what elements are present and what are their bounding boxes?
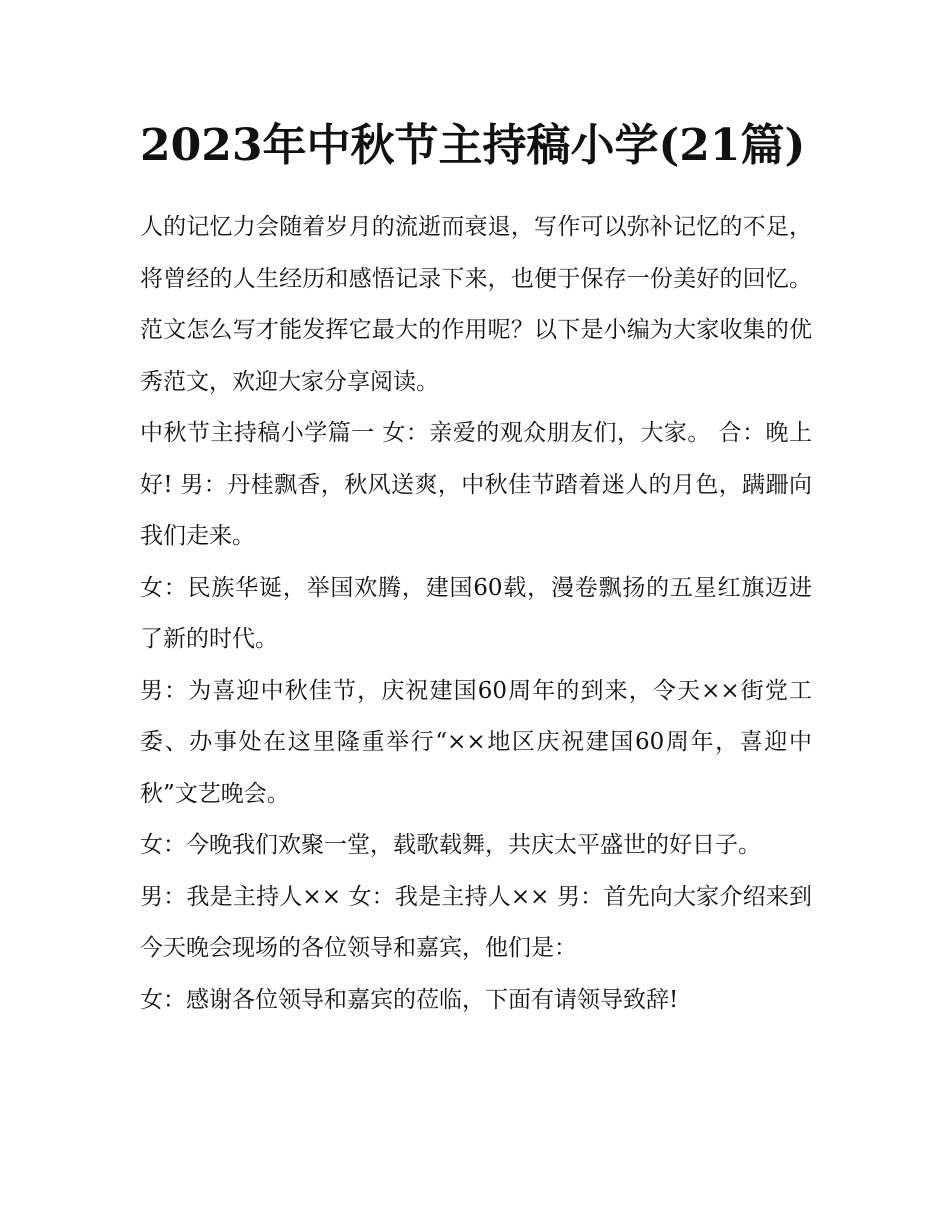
paragraph-female-3: 女：感谢各位领导和嘉宾的莅临，下面有请领导致辞! [140,986,679,1013]
document-content [140,112,812,1026]
paragraph-female-1: 女：民族华诞，举国欢腾，建国60载，漫卷飘扬的五星红旗迈进了新的时代。 [140,574,812,652]
paragraph-male-1: 男：为喜迎中秋佳节，庆祝建国60周年的到来，令天××街党工委、办事处在这里隆重举行“××地区庆祝建国60周年，喜迎中秋”文艺晚会。 [140,677,812,807]
document-body [140,202,812,1026]
paragraph-intro: 人的记忆力会随着岁月的流逝而衰退，写作可以弥补记忆的不足，将曾经的人生经历和感悟记录下来，也便于保存一份美好的回忆。范文怎么写才能发挥它最大的作用呢？以下是小编为大家收集的优秀范文，欢迎大家分享阅读。 [140,214,812,395]
paragraph-opening: 中秋节主持稿小学篇一 女：亲爱的观众朋友们，大家。 合：晚上好! 男：丹桂飘香，秋风送爽，中秋佳节踏着迷人的月色，蹒跚向我们走来。 [140,420,812,549]
document-title: 2023年中秋节主持稿小学(21篇) [140,120,806,171]
paragraph-female-2: 女：今晚我们欢聚一堂，载歌载舞，共庆太平盛世的好日子。 [140,832,761,858]
paragraph-hosts: 男：我是主持人×× 女：我是主持人×× 男：首先向大家介绍来到今天晚会现场的各位领导和嘉宾，他们是： [140,883,812,961]
